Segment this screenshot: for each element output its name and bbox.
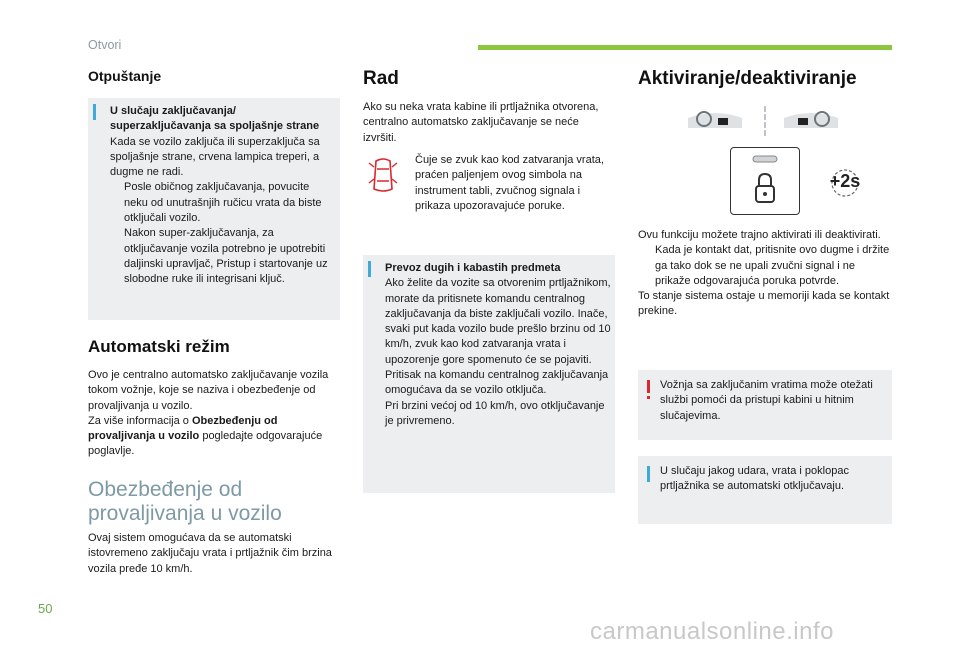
release-box-intro: Kada se vozilo zaključa ili superzaključa sa spoljašnje strane, crvena lampica treperi, a dugme ne radi.	[110, 135, 320, 179]
dashboard-left-icon	[686, 104, 744, 134]
activation-text: Ovu funkciju možete trajno aktivirati ili deaktivirati.	[638, 229, 881, 241]
divider	[764, 106, 768, 136]
list-item: Posle običnog zaključavanja, povucite neku od unutrašnjih ručicu vrata da biste otključali vozilo.	[124, 181, 322, 225]
activation-heading: Aktiviranje/deaktiviranje	[638, 68, 857, 89]
operation-text: Ako su neka vrata kabine ili prtljažnika otvorena, centralno automatsko zaključavanje se neće izvršiti.	[363, 101, 599, 144]
dashboard-right-icon	[782, 104, 840, 134]
section-title: Otvori	[88, 38, 122, 52]
hold-duration-badge: +2s	[823, 168, 867, 198]
central-lock-button-icon	[730, 147, 800, 215]
release-box-title: U slučaju zaključavanja/ superzaključavanja sa spoljašnje strane	[110, 105, 320, 133]
operation-heading: Rad	[363, 68, 399, 89]
theft-protection-heading: Obezbeđenje od provaljivanja u vozilo	[88, 478, 282, 525]
info-icon	[647, 466, 650, 482]
long-objects-box	[363, 255, 615, 493]
auto-mode-heading: Automatski režim	[88, 337, 230, 356]
door-open-warning-icon	[368, 155, 398, 195]
auto-mode-text: Ovo je centralno automatsko zaključavanje vozila tokom vožnje, koje se naziva i obezbeđenje od provaljivanja u vozilo.	[88, 369, 329, 412]
door-open-note: Čuje se zvuk kao kod zatvaranja vrata, praćen paljenjem ovog simbola na instrument tabli, zvučnog signala i prikaza upozoravajuće poruke.	[415, 154, 604, 212]
info-icon	[93, 104, 96, 120]
release-heading: Otpuštanje	[88, 68, 162, 84]
list-item: Nakon super-zaključavanja, za otključavanje vozila potrebno je upotrebiti daljinski upravljač, Pristup i startovanje uz slobodne ruke ili integrisani ključ.	[124, 227, 328, 286]
auto-mode-reference: Za više informacija o Obezbeđenju od provaljivanja u vozilo pogledajte odgovarajuće poglavlje.	[88, 414, 323, 458]
memory-text: To stanje sistema ostaje u memoriji kada se kontakt prekine.	[638, 290, 890, 318]
watermark: carmanualsonline.info	[590, 618, 834, 645]
warning-icon	[647, 380, 650, 393]
long-objects-text: Ako želite da vozite sa otvorenim prtljažnikom, morate da pritisnete komandu centralnog zaključavanja da biste zaključali vozilo. Inače, svaki put kada vozilo bude prešlo brzinu od 10 km/h, zvuk kao kod zatvaranja vrata i upozorenje gore spomenuto će se pojaviti. Pritisak na komandu centralnog zaključavanja omogućava da se vozilo otključa.	[385, 277, 611, 397]
release-info-box	[88, 98, 340, 320]
warning-box	[638, 370, 892, 440]
long-objects-title: Prevoz dugih i kabastih predmeta	[385, 262, 561, 274]
info-icon	[368, 261, 371, 277]
page-number: 50	[38, 601, 53, 616]
warning-text: Vožnja sa zaključanim vratima može otežati službi pomoći da pristupi kabini u hitnim slučajevima.	[660, 379, 873, 422]
impact-info-text: U slučaju jakog udara, vrata i poklopac prtljažnika se automatski otključavaju.	[660, 465, 849, 493]
theft-protection-text: Ovaj sistem omogućava da se automatski istovremeno zaključaju vrata i prtljažnik čim brzina vozila pređe 10 km/h.	[88, 532, 332, 575]
accent-bar	[478, 45, 892, 50]
list-item: Kada je kontakt dat, pritisnite ovo dugme i držite ga tako dok se ne upali zvučni signal i ne prikaže odgovarajuća poruka potvrde.	[655, 244, 890, 287]
long-objects-text-2: Pri brzini većoj od 10 km/h, ovo otključavanje je privremeno.	[385, 399, 605, 427]
impact-info-box	[638, 456, 892, 524]
